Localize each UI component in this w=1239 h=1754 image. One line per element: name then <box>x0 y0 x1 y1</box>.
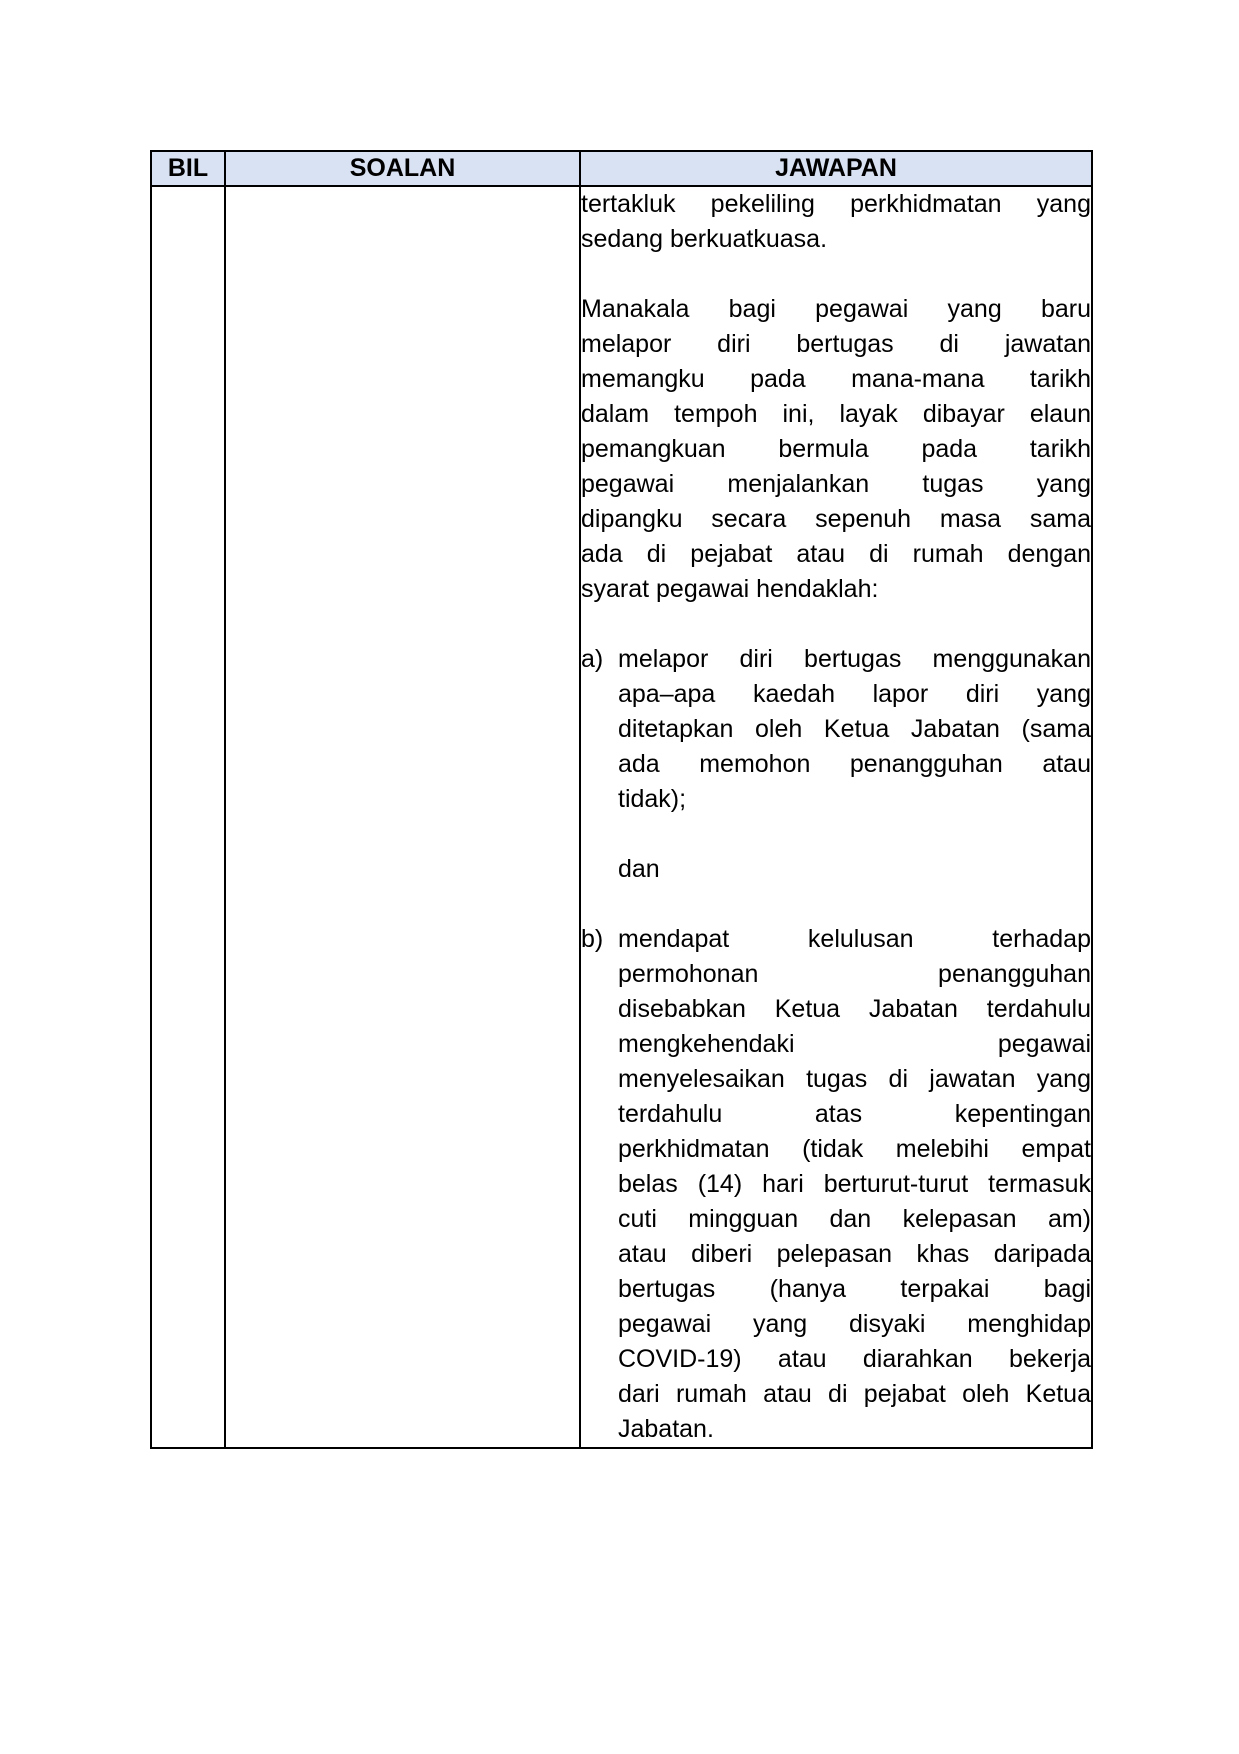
text-line: sedang berkuatkuasa. <box>581 225 828 253</box>
text-line: melapor diri bertugas menggunakan <box>618 645 1091 673</box>
table-header-row <box>151 151 1092 186</box>
text-line: terdahulu atas kepentingan <box>618 1100 1091 1128</box>
answer-paragraph <box>581 187 1091 257</box>
text-line: ditetapkan oleh Ketua Jabatan (sama <box>618 715 1091 743</box>
text-line: dalam tempoh ini, layak dibayar elaun <box>581 400 1091 428</box>
table-row <box>151 186 1092 1448</box>
text-line: menyelesaikan tugas di jawatan yang <box>618 1065 1091 1093</box>
cell-bil <box>151 186 225 1448</box>
text-line: apa–apa kaedah lapor diri yang <box>618 680 1091 708</box>
header-cell-bil: BIL <box>151 151 225 186</box>
text-line: dari rumah atau di pejabat oleh Ketua <box>618 1380 1091 1408</box>
text-line: ada memohon penangguhan atau <box>618 750 1091 778</box>
text-line: Jabatan. <box>618 1415 714 1443</box>
text-line: pemangkuan bermula pada tarikh <box>581 435 1091 463</box>
text-line: cuti mingguan dan kelepasan am) <box>618 1205 1091 1233</box>
text-line: COVID-19) atau diarahkan bekerja <box>618 1345 1091 1373</box>
faq-table <box>150 150 1093 1449</box>
text-line: tidak); <box>618 785 687 813</box>
text-line: pegawai menjalankan tugas yang <box>581 470 1091 498</box>
cell-jawapan <box>580 186 1092 1448</box>
header-cell-soalan: SOALAN <box>225 151 580 186</box>
text-line: bertugas (hanya terpakai bagi <box>618 1275 1091 1303</box>
answer-paragraph <box>581 292 1091 607</box>
text-line: atau diberi pelepasan khas daripada <box>618 1240 1091 1268</box>
answer-list-item <box>581 642 1091 817</box>
header-cell-jawapan: JAWAPAN <box>580 151 1092 186</box>
answer-paragraph <box>618 852 1091 887</box>
text-line: memangku pada mana-mana tarikh <box>581 365 1091 393</box>
list-marker: a) <box>581 645 604 673</box>
text-line: tertakluk pekeliling perkhidmatan yang <box>581 190 1091 218</box>
text-line: melapor diri bertugas di jawatan <box>581 330 1091 358</box>
text-line: dipangku secara sepenuh masa sama <box>581 505 1091 533</box>
text-line: perkhidmatan (tidak melebihi empat <box>618 1135 1091 1163</box>
text-line: mendapat kelulusan terhadap <box>618 925 1091 953</box>
answer-list-item <box>581 922 1091 1447</box>
text-line: dan <box>618 855 660 883</box>
cell-soalan <box>225 186 580 1448</box>
text-line: mengkehendaki pegawai <box>618 1030 1091 1058</box>
text-line: permohonan penangguhan <box>618 960 1091 988</box>
text-line: syarat pegawai hendaklah: <box>581 575 879 603</box>
text-line: Manakala bagi pegawai yang baru <box>581 295 1091 323</box>
list-marker: b) <box>581 925 604 953</box>
text-line: pegawai yang disyaki menghidap <box>618 1310 1091 1338</box>
text-line: belas (14) hari berturut-turut termasuk <box>618 1170 1091 1198</box>
text-line: ada di pejabat atau di rumah dengan <box>581 540 1091 568</box>
text-line: disebabkan Ketua Jabatan terdahulu <box>618 995 1091 1023</box>
jawapan-content <box>581 187 1091 1447</box>
